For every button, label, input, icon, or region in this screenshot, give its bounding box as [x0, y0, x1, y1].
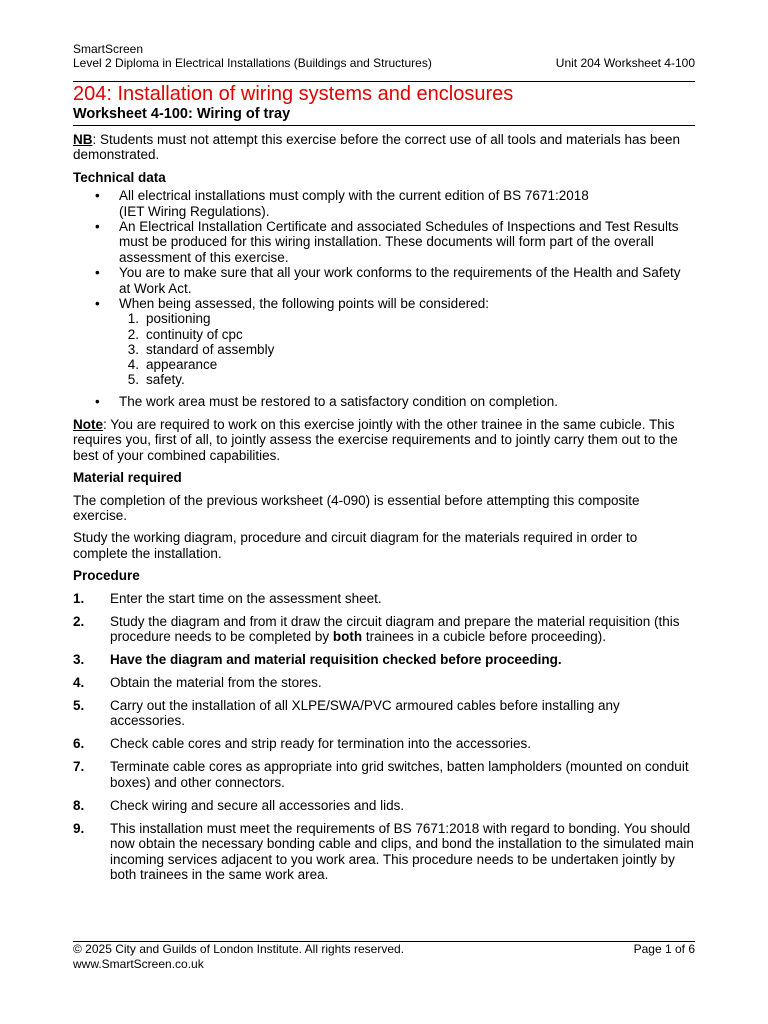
list-item: • You are to make sure that all your work conforms to the requirements of the Health and Safety at Work Act.	[95, 265, 681, 296]
technical-bullets	[73, 188, 695, 410]
assessment-point: 1. positioning	[127, 311, 211, 327]
header-org: SmartScreen	[73, 42, 144, 56]
page-header	[73, 42, 695, 70]
list-item: • When being assessed, the following points will be considered: 1. positioning 2. continuity of cpc 3. standard of assembly 4. appearance 5. safety.	[73, 296, 695, 387]
nb-label: NB	[73, 132, 93, 147]
procedure-step: 7. Terminate cable cores as appropriate into grid switches, batten lampholders (mounted on conduit boxes) and other connectors.	[73, 759, 689, 790]
document-page	[73, 42, 695, 890]
procedure-step: 9. This installation must meet the requirements of BS 7671:2018 with regard to bonding. You should now obtain the necessary bonding cable and clips, and bond the installation to the simulated main incoming services adjacent to you work area. This procedure needs to be undertaken jointly by both trainees in the same work area.	[73, 820, 694, 882]
note-paragraph	[73, 417, 695, 463]
bullet-icon: •	[95, 219, 100, 235]
header-unit-ref: Unit 204 Worksheet 4-100	[555, 56, 695, 70]
procedure-step: 4. Obtain the material from the stores.	[73, 674, 322, 690]
procedure-steps	[73, 591, 695, 883]
nb-text: : Students must not attempt this exercise before the correct use of all tools and materials has been demonstrated.	[73, 132, 681, 163]
bullet-icon: •	[95, 188, 100, 204]
page-title: 204: Installation of wiring systems and enclosures	[73, 83, 514, 105]
procedure-step: 5. Carry out the installation of all XLPE/SWA/PVC armoured cables before installing any accessories.	[73, 697, 620, 729]
material-heading: Material required	[73, 470, 182, 486]
procedure-step: 6. Check cable cores and strip ready for termination into the accessories.	[73, 736, 531, 752]
list-item: • All electrical installations must comply with the current edition of BS 7671:2018 (IET Wiring Regulations).	[95, 188, 589, 219]
procedure-heading: Procedure	[73, 568, 140, 584]
assessment-points	[119, 311, 695, 387]
note-text: : You are required to work on this exercise jointly with the other trainee in the same cubicle. This requires you, first of all, to jointly assess the exercise requirements and to jointly carry them out to the best of your combined capabilities.	[73, 416, 678, 463]
title-divider	[73, 125, 695, 126]
assessment-point: 3. standard of assembly	[127, 341, 275, 357]
page-footer	[73, 941, 695, 972]
note-label: Note	[73, 416, 103, 432]
technical-heading: Technical data	[73, 169, 166, 185]
footer-page-number: Page 1 of 6	[633, 942, 695, 956]
material-paragraph-2: Study the working diagram, procedure and circuit diagram for the materials required in order to complete the installation.	[73, 530, 638, 561]
assessment-point: 4. appearance	[127, 357, 218, 373]
footer-copyright: © 2025 City and Guilds of London Institute. All rights reserved.	[73, 942, 405, 956]
procedure-step: 1. Enter the start time on the assessment sheet.	[73, 590, 382, 606]
procedure-step: 2. Study the diagram and from it draw the circuit diagram and prepare the material requisition (this procedure needs to be completed by both trainees in a cubicle before proceeding).	[73, 613, 680, 644]
list-item: • An Electrical Installation Certificate and associated Schedules of Inspections and Test Results must be produced for this wiring installation. These documents will form part of the overall assessment of this exercise.	[95, 219, 679, 265]
bullet-icon: •	[95, 394, 100, 410]
procedure-step: 8. Check wiring and secure all accessories and lids.	[73, 797, 405, 813]
header-course: Level 2 Diploma in Electrical Installations (Buildings and Structures)	[73, 56, 432, 70]
nb-paragraph	[73, 132, 695, 163]
page-subtitle: Worksheet 4-100: Wiring of tray	[73, 106, 291, 122]
footer-website: www.SmartScreen.co.uk	[73, 957, 204, 971]
procedure-step: 3. Have the diagram and material requisition checked before proceeding.	[73, 651, 562, 667]
list-item: • The work area must be restored to a satisfactory condition on completion.	[95, 394, 558, 410]
assessment-point: 2. continuity of cpc	[127, 326, 243, 342]
bullet-icon: •	[95, 265, 100, 281]
material-paragraph-1: The completion of the previous worksheet (4-090) is essential before attempting this composite exercise.	[73, 492, 640, 523]
bullet-icon: •	[95, 296, 100, 312]
assessment-point: 5. safety.	[127, 372, 185, 388]
